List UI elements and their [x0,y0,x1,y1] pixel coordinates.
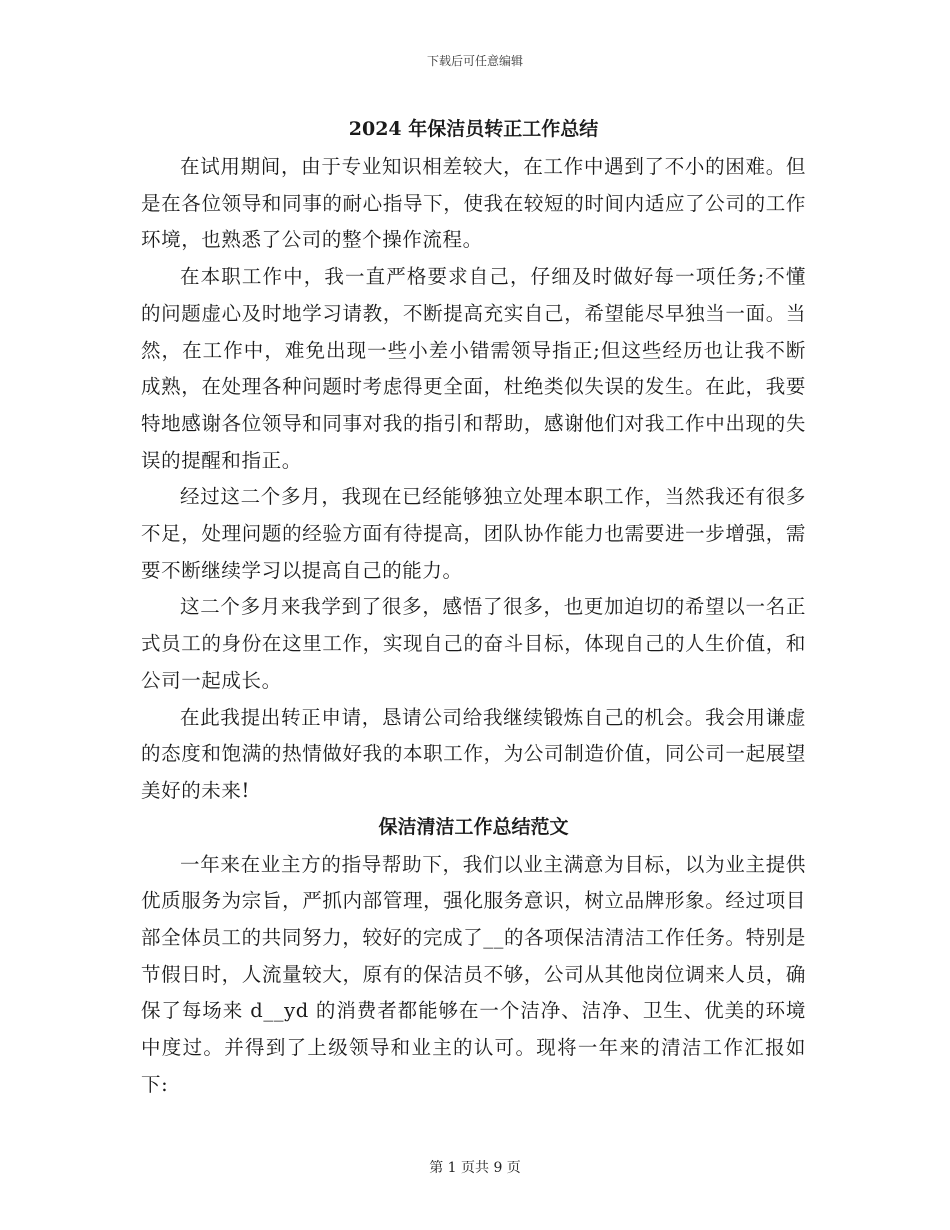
section1-title: 2024 年保洁员转正工作总结 [348,118,599,140]
section1-paragraph-2: 在本职工作中，我一直严格要求自己，仔细及时做好每一项任务;不懂的问题虚心及时地学习请教，不断提高充实自己，希望能尽早独当一面。当然，在工作中，难免出现一些小差小错需领导指正;但这些经历也让我不断成熟，在处理各种问题时考虑得更全面，杜绝类似失误的发生。在此，我要特地感谢各位领导和同事对我的指引和帮助，感谢他们对我工作中出现的失误的提醒和指正。 [141,265,806,472]
page-footer-number: 第 1 页共 9 页 [429,1160,521,1176]
section2-title: 保洁清洁工作总结范文 [378,815,569,838]
section1-paragraph-4: 这二个多月来我学到了很多，感悟了很多，也更加迫切的希望以一名正式员工的身份在这里工作，实现自己的奋斗目标，体现自己的人生价值，和公司一起成长。 [141,595,806,692]
document-body [141,112,806,1104]
page-header-note: 下载后可任意编辑 [426,54,523,68]
section1-paragraph-5: 在此我提出转正申请，恳请公司给我继续锻炼自己的机会。我会用谦虚的态度和饱满的热情做好我的本职工作，为公司制造价值，同公司一起展望美好的未来! [141,705,806,802]
section1-paragraph-3: 经过这二个多月，我现在已经能够独立处理本职工作，当然我还有很多不足，处理问题的经验方面有待提高，团队协作能力也需要进一步增强，需要不断继续学习以提高自己的能力。 [141,485,806,582]
section2-paragraph-1: 一年来在业主方的指导帮助下，我们以业主满意为目标，以为业主提供优质服务为宗旨，严抓内部管理，强化服务意识，树立品牌形象。经过项目部全体员工的共同努力，较好的完成了__的各项保洁清洁工作任务。特别是节假日时，人流量较大，原有的保洁员不够，公司从其他岗位调来人员，确保了每场来 d__yd 的消费者都能够在一个洁净、洁净、卫生、优美的环境中度过。并得到了上级领导和业主的认可。现将一年来的清洁工作汇报如下: [141,852,806,1096]
section1-paragraph-1: 在试用期间，由于专业知识相差较大，在工作中遇到了不小的困难。但是在各位领导和同事的耐心指导下，使我在较短的时间内适应了公司的工作环境，也熟悉了公司的整个操作流程。 [141,155,806,252]
